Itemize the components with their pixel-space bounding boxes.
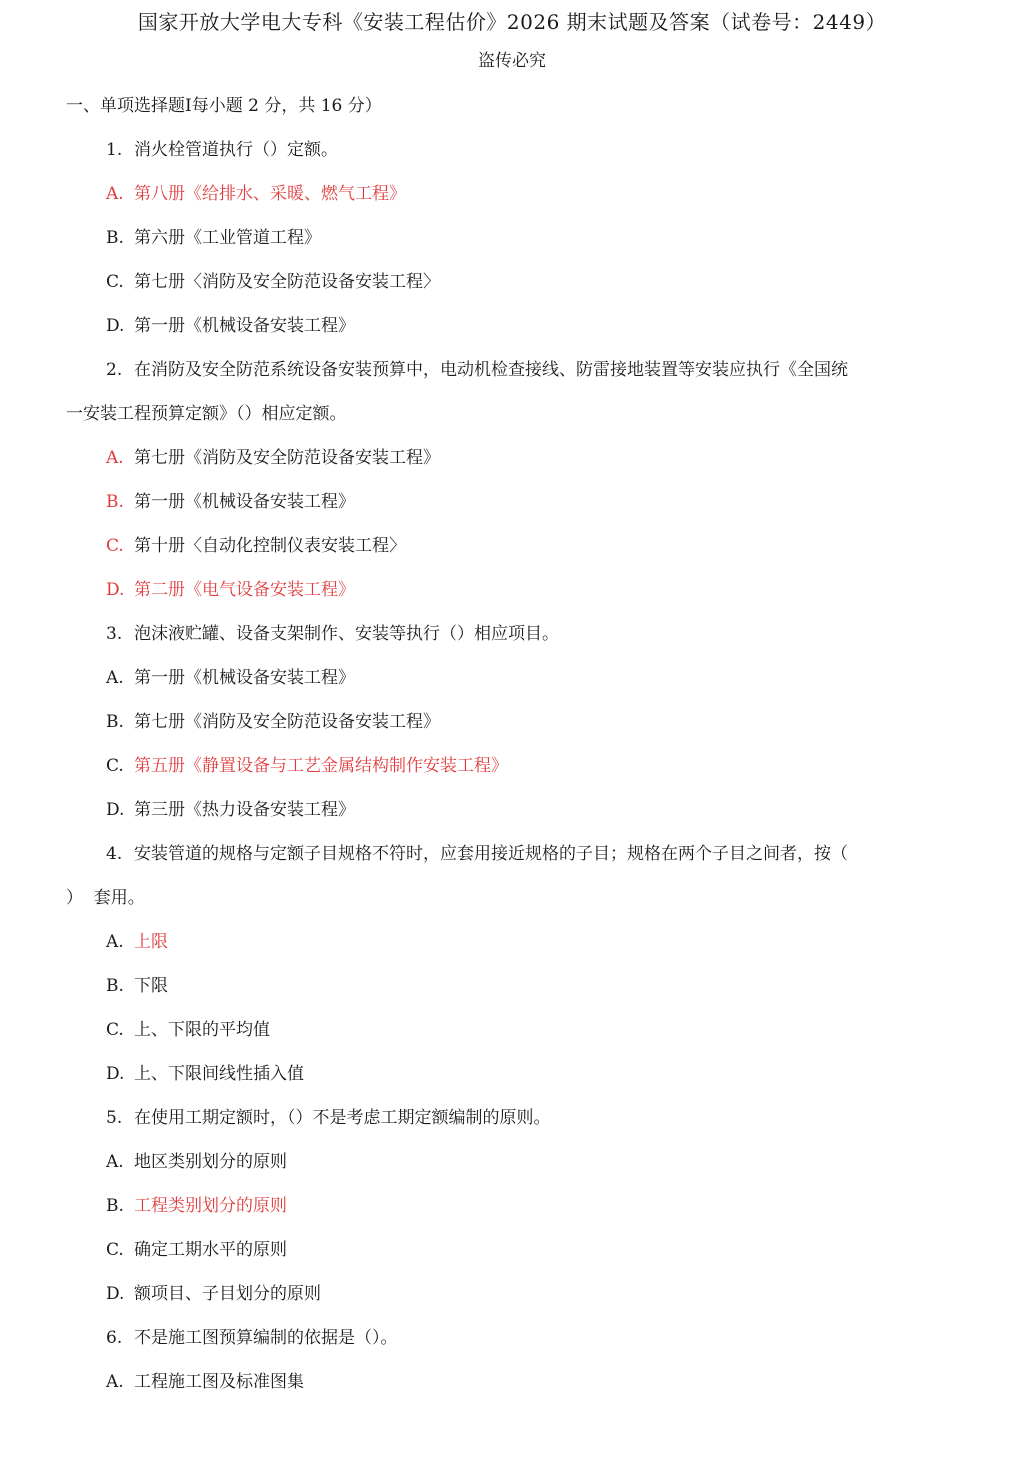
option-3a: [66, 656, 956, 700]
option-text: 额项目、子目划分的原则: [134, 1284, 321, 1304]
option-text: 第七册《消防及安全防范设备安装工程》: [134, 448, 440, 468]
option-4c: [66, 1008, 956, 1052]
option-5c: [66, 1228, 956, 1272]
option-2b: [66, 480, 956, 524]
option-4a: [66, 920, 956, 964]
option-label: B.: [106, 228, 124, 248]
option-label: A.: [106, 1372, 124, 1392]
option-5a: [66, 1140, 956, 1184]
option-1a: [66, 172, 956, 216]
option-label: B.: [106, 492, 124, 512]
option-label: D.: [106, 800, 125, 820]
question-6: [66, 1316, 956, 1360]
option-label: C.: [106, 536, 124, 556]
option-2d: [66, 568, 956, 612]
question-4-continuation: ） 套用。: [66, 888, 145, 908]
option-label: D.: [106, 1284, 125, 1304]
option-6a: [66, 1360, 956, 1404]
option-3b: [66, 700, 956, 744]
option-1c: [66, 260, 956, 304]
option-5d: [66, 1272, 956, 1316]
option-text: 上、下限的平均值: [134, 1020, 270, 1040]
option-text: 工程施工图及标准图集: [134, 1372, 304, 1392]
option-3d: [66, 788, 956, 832]
exam-content: [66, 84, 956, 1404]
option-label: A.: [106, 448, 124, 468]
question-number: 1.: [106, 140, 123, 160]
option-text: 第一册《机械设备安装工程》: [134, 316, 355, 336]
question-number: 3.: [106, 624, 123, 644]
option-text: 确定工期水平的原则: [134, 1240, 287, 1260]
question-2: [66, 348, 956, 392]
option-label: A.: [106, 1152, 124, 1172]
question-5: [66, 1096, 956, 1140]
option-label: B.: [106, 712, 124, 732]
option-text: 第八册《给排水、采暖、燃气工程》: [134, 184, 406, 204]
option-text: 第十册〈自动化控制仪表安装工程〉: [134, 536, 406, 556]
option-label: A.: [106, 932, 124, 952]
option-2c: [66, 524, 956, 568]
question-number: 5.: [106, 1108, 123, 1128]
option-text: 第一册《机械设备安装工程》: [134, 668, 355, 688]
option-label: C.: [106, 1020, 124, 1040]
option-5b: [66, 1184, 956, 1228]
option-text: 地区类别划分的原则: [134, 1152, 287, 1172]
question-1: [66, 128, 956, 172]
question-4: [66, 832, 956, 876]
question-text: 不是施工图预算编制的依据是（）。: [134, 1328, 398, 1348]
option-4d: [66, 1052, 956, 1096]
option-text: 下限: [134, 976, 168, 996]
option-label: B.: [106, 976, 124, 996]
option-text: 第一册《机械设备安装工程》: [134, 492, 355, 512]
page-subtitle: 盗传必究: [478, 51, 546, 71]
option-text: 工程类别划分的原则: [134, 1196, 287, 1216]
option-label: D.: [106, 316, 125, 336]
option-text: 上、下限间线性插入值: [134, 1064, 304, 1084]
question-number: 2.: [106, 360, 123, 380]
question-text: 消火栓管道执行（）定额。: [134, 140, 338, 160]
question-number: 4.: [106, 844, 123, 864]
question-number: 6.: [106, 1328, 123, 1348]
option-text: 第七册〈消防及安全防范设备安装工程〉: [134, 272, 440, 292]
page-title: 国家开放大学电大专科《安装工程估价》2026 期末试题及答案（试卷号：2449）: [137, 10, 887, 34]
option-text: 第七册《消防及安全防范设备安装工程》: [134, 712, 440, 732]
option-text: 上限: [134, 932, 168, 952]
option-label: D.: [106, 580, 125, 600]
option-label: C.: [106, 1240, 124, 1260]
section-heading: 一、单项选择题Ⅰ每小题 2 分，共 16 分）: [66, 96, 382, 116]
option-label: A.: [106, 668, 124, 688]
question-text: 安装管道的规格与定额子目规格不符时，应套用接近规格的子目；规格在两个子目之间者，按（: [134, 844, 848, 864]
option-label: D.: [106, 1064, 125, 1084]
option-1b: [66, 216, 956, 260]
question-text: 在使用工期定额时，（）不是考虑工期定额编制的原则。: [134, 1108, 551, 1128]
option-text: 第二册《电气设备安装工程》: [134, 580, 355, 600]
option-1d: [66, 304, 956, 348]
option-text: 第三册《热力设备安装工程》: [134, 800, 355, 820]
option-label: C.: [106, 272, 124, 292]
question-text: 泡沫液贮罐、设备支架制作、安装等执行（）相应项目。: [134, 624, 559, 644]
question-text: 在消防及安全防范系统设备安装预算中，电动机检查接线、防雷接地装置等安装应执行《全国统: [134, 360, 848, 380]
question-2-continuation: 一安装工程预算定额》（）相应定额。: [66, 404, 347, 424]
option-text: 第五册《静置设备与工艺金属结构制作安装工程》: [134, 756, 508, 776]
question-3: [66, 612, 956, 656]
option-label: A.: [106, 184, 124, 204]
option-label: B.: [106, 1196, 124, 1216]
option-text: 第六册《工业管道工程》: [134, 228, 321, 248]
option-4b: [66, 964, 956, 1008]
option-2a: [66, 436, 956, 480]
option-label: C.: [106, 756, 124, 776]
option-3c: [66, 744, 956, 788]
